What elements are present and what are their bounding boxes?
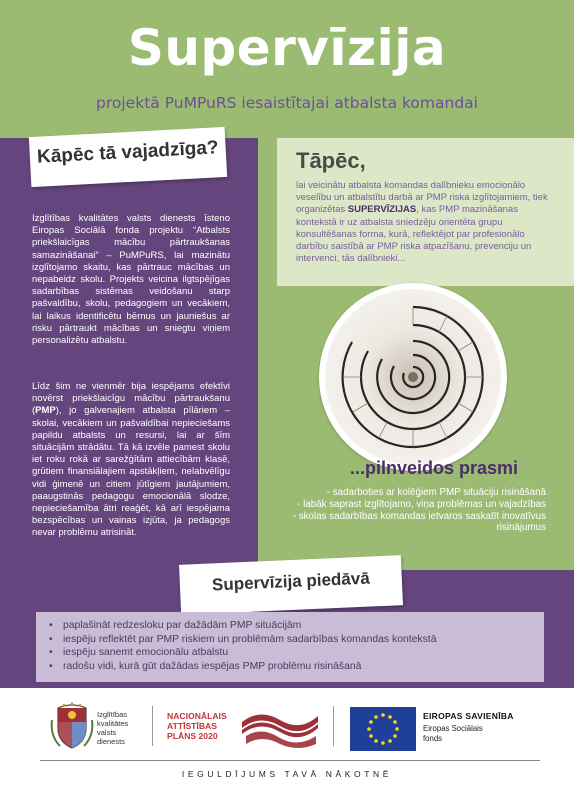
latvian-flag-ribbon-icon [240,708,320,748]
footer-divider [152,706,153,746]
why-paragraph-2-part-b: ), jo galvenajiem atbalsta pīlāriem – skolai, vecākiem un pašvaldībai nepieciešams papildu atbalsts un resursi, lai ar šīm situācijām strādātu. Tā kā izvēle pamest skolu iet roku rokā ar sarežģītām attiecībām klasē, grūtiem finansiālajiem apstākļiem, nelabvēlīgu vidi ģimenē un citiem jūtīgiem jautājumiem, paaugstinās pedagogu emocionālā slodze, nepieciešamība ātri reaģēt, kā arī iespējama bezspēcības un vainas izjūta, ja pedagogs nevar problēmu atrisināt. [32,405,230,539]
pmp-abbreviation: PMP [35,405,56,417]
why-paragraph-2 [32,381,230,540]
ivd-line: dienests [97,737,125,746]
page-title: Supervīzija [127,19,447,77]
therefore-text-part-a: lai veicinātu atbalsta komandas dalībnieku emocionālo veselību un atbalstītu darbā ar PMP riska izglītojamiem, tiek organizētas [296,180,548,216]
offer-item: • iespēju reflektēt par PMP riskiem un problēmām sadarbības komandas kontekstā [49,633,436,647]
eu-fund-text [423,724,483,743]
therefore-heading: Tāpēc, [296,148,366,173]
latvia-coat-of-arms-icon [50,702,94,750]
eu-line: fonds [423,733,443,743]
offer-list [49,619,436,673]
offer-item: • paplašināt redzesloku par dažādām PMP situācijām [49,619,436,633]
skill-item: - labāk saprast izglītojamo, viņa problēmas un vajadzības [297,498,546,510]
offer-heading: Supervīzija piedāvā [211,568,371,595]
skill-item: - skolas sadarbības komandas ietvaros saskatīt inovatīvus risinājumus [292,510,546,534]
why-heading-tag [29,127,227,187]
nap-line: ATTĪSTĪBAS [167,721,217,731]
ivd-line: Izglītības [97,710,128,719]
therefore-text [296,180,556,265]
skill-item: - sadarboties ar kolēģiem PMP situāciju risināšanā [326,487,546,498]
skills-heading: ...pilnveidos prasmi [350,458,519,478]
nap-line: PLĀNS 2020 [167,731,218,741]
ivd-line: kvalitātes [97,719,129,728]
skills-list [282,487,546,534]
spiral-staircase-photo [319,283,507,471]
offer-item: • iespēju sanemt emocionālu atbalstu [49,646,436,660]
ivd-line: valsts [97,728,117,737]
why-paragraph-1: Izglītības kvalitātes valsts dienests īsteno Eiropas Sociālā fonda projektu “Atbalsts priekšlaicīgas mācību pārtraukšanas samazināšanai” – PuMPuRS, lai mazinātu izglītojamo skaitu, kas pārtrauc mācības un nepabeidz skolu. Projekts veicina ilgtspējīgas sadarbības sistēmas veidošanu starp pašvaldību, skolu, pedagogiem un vecākiem, lai laikus identificētu bērnus un jauniešus ar risku pārtraukt mācības un sniegtu viņiem personalizētu atbalstu. [32,213,230,347]
why-paragraph-2-part-a: Līdz šim ne vienmēr bija iespējams efektīvi novērst priekšlaicīgu mācību pārtraukšanu ( [32,381,230,417]
eu-flag-icon [350,707,416,751]
supervisions-term: SUPERVĪZIJAS [347,204,417,216]
nap-line: NACIONĀLAIS [167,711,227,721]
ivd-logo-text [97,710,128,746]
nap-logo-text [167,711,227,741]
spiral-staircase-image [325,289,501,465]
page-subtitle: projektā PuMPuRS iesaistītajai atbalsta komandai [96,94,478,112]
footer-rule [40,760,540,761]
footer-divider [333,706,334,746]
why-heading: Kāpēc tā vajadzīga? [36,137,220,168]
eu-title: EIROPAS SAVIENĪBA [423,711,514,721]
footer-motto: IEGULDĪJUMS TAVĀ NĀKOTNĒ [181,769,393,779]
offer-item: • radošu vidi, kurā gūt dažādas iespējas PMP problēmu risināšanā [49,660,436,674]
offer-heading-tag [179,555,403,615]
therefore-text-part-b: , kas PMP mazināšanas kontekstā ir uz atbalsta sniedzēju orientēta grupu konsultēšanas forma, kurā, reflektējot par profesionālo darbību saistībā ar PMP riska atpazīšanu, prevenciju un intervenci, tās dalībnieki... [296,204,532,265]
eu-line: Eiropas Sociālais [423,724,483,733]
